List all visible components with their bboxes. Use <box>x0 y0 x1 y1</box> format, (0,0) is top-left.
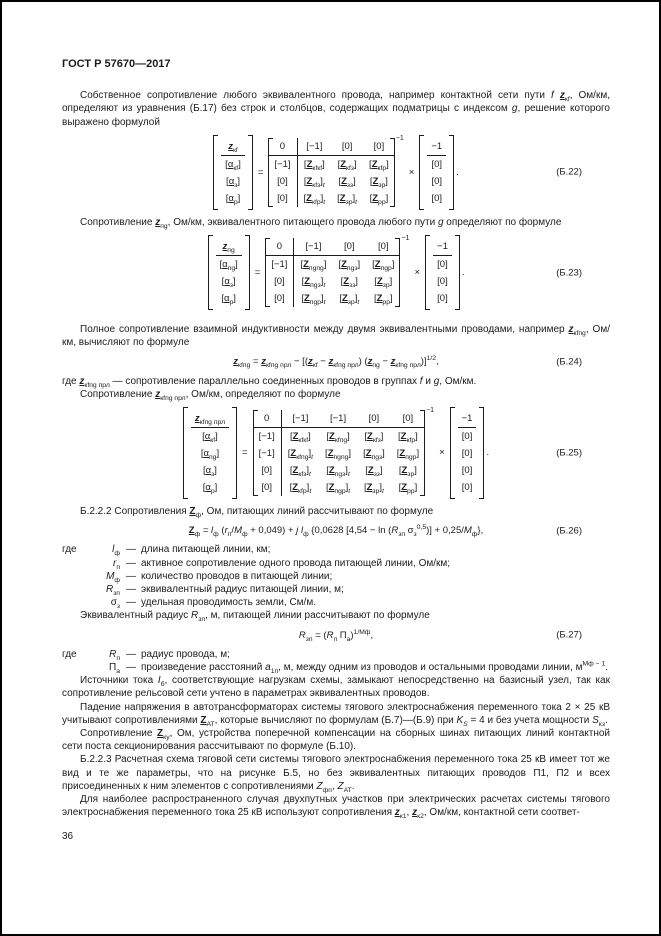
matrix-row <box>253 410 425 428</box>
matrix-cell: $[Z_{пgпg}]$ <box>325 448 352 461</box>
matrix-cell: $[Z_{зз}]$ <box>340 276 358 289</box>
vector-cell: $[\alpha_{кf}]$ <box>225 158 241 172</box>
definition-term: $\sigma_з$ <box>110 597 120 611</box>
equation-number-b23: (Б.23) <box>556 266 582 278</box>
definition-description: длина питающей линии, км; <box>141 544 271 556</box>
matrix-cell: [−1] <box>253 428 282 446</box>
equals-sign: = <box>254 266 261 278</box>
matrix-cell: [−1] <box>265 256 294 274</box>
definition-list-b27 <box>62 648 610 674</box>
definition-row <box>62 583 610 596</box>
matrix-row <box>265 290 400 307</box>
matrix-cell: $[Z_{зз}]$ <box>338 175 356 189</box>
section-b222-heading: Б.2.2.2 Сопротивления $Z_ф$, Ом, питающих линий рассчитывают по формуле <box>80 506 434 520</box>
matrix-cell: $[Z_{кfз}]_t$ <box>303 175 325 189</box>
matrix-cell: [0] <box>363 138 395 156</box>
document-title: ГОСТ Р 57670—2017 <box>62 58 171 70</box>
vector-cell: −1 <box>427 138 446 156</box>
multiply-sign: × <box>408 166 415 178</box>
matrix-cell: 0 <box>268 138 297 156</box>
paragraph-compensation-device: Сопротивление $Z_{ку}$, Ом, устройства поперечной компенсации на сборных шинах питающих линий контактной сети поста секционирования рассчитывают по формуле (Б.10). <box>62 728 610 753</box>
equation-number-b25: (Б.25) <box>556 447 582 459</box>
definition-dash: — <box>126 570 136 582</box>
b22-lhs-vector <box>213 135 253 210</box>
equation-b27 <box>62 629 610 642</box>
matrix-row <box>268 190 394 207</box>
definition-term: $l_ф$ <box>112 544 120 558</box>
matrix-cell: $[Z_{пgз}]$ <box>338 259 361 272</box>
matrix-cell: $[Z_{кfр}]_t$ <box>303 192 326 206</box>
definition-prefix: где <box>62 648 77 660</box>
vector-cell: [0] <box>431 192 443 204</box>
definition-prefix <box>62 596 88 609</box>
matrix-cell: [0] <box>357 410 391 428</box>
paragraph-parallel-impedance: Сопротивление $z_{кfпg прл}$, Ом/км, определяют по формуле <box>80 388 341 402</box>
paragraph-where-parallel: где $z_{кfпg прл}$ — сопротивление параллельно соединенных проводов в группах f и g, Ом/км. <box>62 375 477 389</box>
paragraph-feeder-impedance: Сопротивление $z_{пg}$, Ом/км, эквивалентного питающего провода любого пути g определяют по формуле <box>80 216 562 230</box>
equation-b22-body <box>213 135 459 210</box>
equation-b24 <box>62 355 610 368</box>
matrix-cell: $[Z_{зр}]_t$ <box>363 482 384 495</box>
definition-prefix <box>62 583 88 596</box>
definition-description: количество проводов в питающей линии; <box>141 570 333 582</box>
matrix-cell: 0 <box>265 238 294 256</box>
vector-cell: [0] <box>461 448 473 460</box>
matrix-cell: [0] <box>366 238 400 256</box>
matrix-cell: $[Z_{зр}]$ <box>369 175 388 189</box>
matrix-cell: $[Z_{кfкf}]$ <box>303 158 325 172</box>
equation-b25 <box>62 407 610 499</box>
matrix-cell: $[Z_{кfз}]$ <box>337 158 357 172</box>
definition-dash: — <box>126 557 136 569</box>
b27-formula: $R_{зп} = (R_п$ $П_а)^{1/Мф}$, <box>298 628 374 643</box>
matrix-cell: $[Z_{кfр}]$ <box>369 158 389 172</box>
equation-number-b27: (Б.27) <box>556 629 582 641</box>
matrix-cell: $[Z_{кfпg}]_t$ <box>287 448 314 461</box>
matrix-cell: $[Z_{зр}]_t$ <box>337 192 358 206</box>
vector-cell: $[\alpha_з]$ <box>203 465 217 478</box>
b22-tail: . <box>456 166 459 178</box>
vector-cell: [0] <box>437 293 448 305</box>
matrix-cell: $[Z_{кfз}]_t$ <box>289 465 311 478</box>
matrix-cell: [−1] <box>297 138 331 156</box>
matrix-cell: $[Z_{кfр}]_t$ <box>289 482 312 495</box>
b26-formula: $Z_ф = l_ф$ $(r_п/M_ф + 0,049) + j$ $l_ф$ {0,0628 [$4,54 - \ln (R_{зп}$ $\sigma_з^{0,5})] + 0,25/M_ф$}, <box>188 524 484 539</box>
vector-cell: $[\alpha_{пg}]$ <box>200 448 220 461</box>
b25-matrix <box>253 410 425 496</box>
paragraph-equivalent-radius: Эквивалентный радиус $R_{зп}$, м, питающей линии рассчитывают по формуле <box>80 610 430 624</box>
definition-row <box>62 557 610 570</box>
b22-rhs-vector <box>419 135 454 210</box>
b23-matrix-group: 0 [−1] [0] [0] [−1] $[Z_{пgпg}]$ $[Z_{пgз}]$ $[Z_{пgр}]$ [0] $[Z_{пgз}]_t$ $[Z_{зз}]$ $[Z_{зр}]$ [0] $[Z_{пgр}]_t$ $[Z_{зр}]_t$ $[Z_{рр}]$ −1 <box>265 238 409 307</box>
vector-cell: [0] <box>461 465 473 477</box>
matrix-cell: $[Z_{пgз}]_t$ <box>301 276 326 289</box>
matrix-row <box>253 462 425 479</box>
vector-cell: $[\alpha_з]$ <box>226 175 240 189</box>
matrix-row <box>265 273 400 290</box>
vector-cell: [0] <box>461 482 473 494</box>
paragraph-current-sources: Источники тока $I_б$, соответствующие нагрузкам схемы, замыкают непосредственно на базисный узел, так как сопротивление рельсовой сети учтено в параметрах эквивалентных проводов. <box>62 675 610 700</box>
matrix-cell: $[Z_{кfкf}]$ <box>289 431 311 444</box>
vector-cell: [0] <box>431 175 443 187</box>
definition-row <box>62 661 610 674</box>
matrix-cell: $[Z_{пgз}]$ <box>363 448 385 461</box>
vector-cell: −1 <box>433 238 452 256</box>
vector-cell: [0] <box>431 158 443 170</box>
matrix-cell: $[Z_{пgр}]_t$ <box>325 482 351 495</box>
matrix-row <box>265 238 400 256</box>
definition-term: $R_{зп}$ <box>105 584 120 598</box>
equation-b26 <box>62 524 610 537</box>
matrix-cell: $[Z_{пgр}]$ <box>396 448 420 461</box>
equation-number-b24: (Б.24) <box>556 356 582 368</box>
paragraph-voltage-drop: Падение напряжения в автотрансформаторах системы тягового электроснабжения переменного тока 2 × 25 кВ учитывают сопротивлениями $Z_{АТ}$, которые вычисляют по формулам (Б.7)—(Б.9) при $K_S = 4$ и без учета мощности $S_{кз}$. <box>62 701 610 728</box>
matrix-cell: $[Z_{зр}]$ <box>374 276 393 289</box>
b23-rhs-vector <box>425 235 460 310</box>
matrix-cell: [0] <box>331 138 363 156</box>
equation-number-b26: (Б.26) <box>556 525 582 537</box>
multiply-sign: × <box>439 447 445 459</box>
definition-row <box>62 596 610 609</box>
matrix-cell: [−1] <box>268 155 297 173</box>
matrix-cell: [0] <box>268 173 297 190</box>
matrix-cell: $[Z_{пgз}]_t$ <box>326 465 350 478</box>
matrix-cell: [−1] <box>319 410 357 428</box>
definition-description: активное сопротивление одного провода питающей линии, Ом/км; <box>141 557 451 569</box>
multiply-sign: × <box>414 266 421 278</box>
matrix-cell: [0] <box>268 190 297 207</box>
definition-row <box>62 648 610 661</box>
matrix-cell: [−1] <box>281 410 319 428</box>
definition-description: эквивалентный радиус питающей линии, м; <box>141 584 344 596</box>
matrix-row <box>253 428 425 446</box>
definition-term: $R_п$ <box>109 648 120 662</box>
matrix-cell: $[Z_{кfпg}]$ <box>326 431 350 444</box>
definition-row <box>62 570 610 583</box>
definition-description: произведение расстояний $a_{1п}$, м, между одним из проводов и остальными проводами линии, $м^{Мф - 1}$. <box>141 660 609 676</box>
equation-b25-body <box>183 407 489 499</box>
b25-tail: . <box>486 447 490 459</box>
definition-prefix: где <box>62 544 77 556</box>
matrix-cell: $[Z_{зр}]$ <box>398 465 417 478</box>
definition-term: $П_а$ <box>109 662 120 676</box>
equals-sign: = <box>242 447 248 459</box>
equation-b22 <box>62 135 610 210</box>
equation-b23-body <box>208 235 465 310</box>
matrix-cell: [−1] <box>253 445 282 462</box>
matrix-cell: [0] <box>265 273 294 290</box>
definition-prefix <box>62 661 88 674</box>
matrix-cell: [0] <box>332 238 366 256</box>
vector-cell: $[\alpha_з]$ <box>221 276 236 289</box>
definition-dash: — <box>126 584 136 596</box>
matrix-cell: $[Z_{пgр}]_t$ <box>301 293 326 306</box>
paragraph-mutual-inductance: Полное сопротивление взаимной индуктивности между двумя эквивалентными проводами, например $z_{кfпg}$, Ом/км, вычисляют по формуле <box>62 324 610 349</box>
definition-prefix <box>62 557 88 570</box>
b25-lhs-vector <box>183 407 237 499</box>
vector-cell: [0] <box>437 259 448 271</box>
b23-tail: . <box>461 266 465 278</box>
definition-list-b26 <box>62 543 610 609</box>
matrix-cell: $[Z_{кfр}]$ <box>398 431 418 444</box>
b24-formula: $z_{кfпg} = z_{кfпg прл} - [(z_{кf} - z_{кfпg прл}) (z_{пg} - z_{кfпg прл})]^{1/2}$, <box>233 355 439 370</box>
definition-term: $r_п$ <box>112 557 120 571</box>
definition-term: $M_ф$ <box>106 570 120 584</box>
definition-prefix <box>62 570 88 583</box>
matrix-cell: $[Z_{рр}]$ <box>373 293 393 306</box>
b22-matrix-group: 0 [−1] [0] [0] [−1] $[Z_{кfкf}]$ $[Z_{кfз}]$ $[Z_{кfр}]$ [0] $[Z_{кfз}]_t$ $[Z_{зз}]$ $[Z_{зр}]$ [0] $[Z_{кfр}]_t$ $[Z_{зр}]_t$ $[Z_{рр}]$ −1 <box>268 138 403 207</box>
definition-dash: — <box>126 544 136 556</box>
b25-rhs-vector <box>450 407 485 499</box>
matrix-cell: $[Z_{рр}]$ <box>398 482 418 495</box>
matrix-row <box>265 256 400 274</box>
vector-cell: [0] <box>437 276 448 288</box>
paragraph-own-impedance: Собственное сопротивление любого эквивалентного провода, например контактной сети пути f $z_{кf}$, Ом/км, определяют из уравнения (Б.17) без строк и столбцов, содержащих подматрицы с индексом g, решение которого выражено формулой <box>62 90 610 128</box>
definition-dash: — <box>126 597 136 609</box>
section-b223-paragraph: Б.2.2.3 Расчетная схема тяговой сети системы тягового электроснабжения переменного тока 25 кВ имеет тот же вид и те же параметры, что на рисунке Б.5, но без эквивалентных питающих проводов П1, П2 и всех присоединенных к ним элементов с сопротивлениями $Z_{фп}$, $Z_{АТ}$. <box>62 754 610 794</box>
matrix-row <box>268 155 394 173</box>
b23-lhs-vector <box>208 235 250 310</box>
definition-description: удельная проводимость земли, См/м. <box>141 597 316 609</box>
vector-cell: $z_{пg}$ <box>216 238 242 256</box>
definition-dash: — <box>126 662 136 674</box>
vector-cell: $[\alpha_р]$ <box>202 482 218 495</box>
matrix-row <box>268 138 394 156</box>
vector-cell: $[\alpha_р]$ <box>221 293 236 306</box>
b22-matrix <box>268 138 394 207</box>
b25-matrix-group: 0 [−1] [−1] [0] [0] [−1] $[Z_{кfкf}]$ $[Z_{кfпg}]$ $[Z_{кfз}]$ $[Z_{кfр}]$ [−1] $[Z_{кfпg}]_t$ $[Z_{пgпg}]$ $[Z_{пgз}]$ $[Z_{пgр}]$ [0] $[Z_{кfз}]_t$ $[Z_{пgз}]_t$ $[Z_{зз}]$ $[Z_{зр}]$ [0] $[Z_{кfр}]_t$ $[Z_{пgр}]_t$ $[Z_{зр}]_t$ $[Z_{рр}]$ −1 <box>253 410 434 496</box>
matrix-cell: [0] <box>253 462 282 479</box>
paragraph-double-track: Для наиболее распространенного случая двухпутных участков при электрических расчетах системы тягового электроснабжения переменного тока 25 кВ используют сопротивления $z_{к1}$, $z_{к2}$, Ом/км, контактной сети соответ- <box>62 794 610 821</box>
matrix-cell: $[Z_{кfз}]$ <box>364 431 384 444</box>
definition-description: радиус провода, м; <box>141 648 230 660</box>
vector-cell: $[\alpha_р]$ <box>225 192 241 206</box>
b23-matrix <box>265 238 400 307</box>
matrix-cell: [0] <box>253 479 282 496</box>
vector-cell: $[\alpha_{пg}]$ <box>219 259 238 272</box>
matrix-row <box>268 173 394 190</box>
equation-b23 <box>62 235 610 310</box>
vector-cell: $z_{кfпg прл}$ <box>191 410 229 428</box>
matrix-row <box>253 479 425 496</box>
vector-cell: $[\alpha_{кf}]$ <box>202 431 218 444</box>
matrix-cell: $[Z_{рр}]$ <box>369 192 389 206</box>
page-number: 36 <box>62 830 74 842</box>
matrix-cell: [0] <box>391 410 425 428</box>
matrix-cell: [0] <box>265 290 294 307</box>
matrix-cell: 0 <box>253 410 282 428</box>
matrix-cell: [−1] <box>294 238 333 256</box>
equation-number-b22: (Б.22) <box>556 166 582 178</box>
definition-row <box>62 543 610 556</box>
matrix-row <box>253 445 425 462</box>
vector-cell: [0] <box>461 431 473 443</box>
vector-cell: −1 <box>458 410 477 428</box>
equals-sign: = <box>257 166 264 178</box>
definition-dash: — <box>126 648 136 660</box>
matrix-cell: $[Z_{пgр}]$ <box>372 259 395 272</box>
matrix-cell: $[Z_{зр}]_t$ <box>339 293 360 306</box>
vector-cell: $z_{кf}$ <box>221 138 245 156</box>
matrix-cell: $[Z_{пgпg}]$ <box>300 259 327 272</box>
matrix-cell: $[Z_{зз}]$ <box>365 465 383 478</box>
